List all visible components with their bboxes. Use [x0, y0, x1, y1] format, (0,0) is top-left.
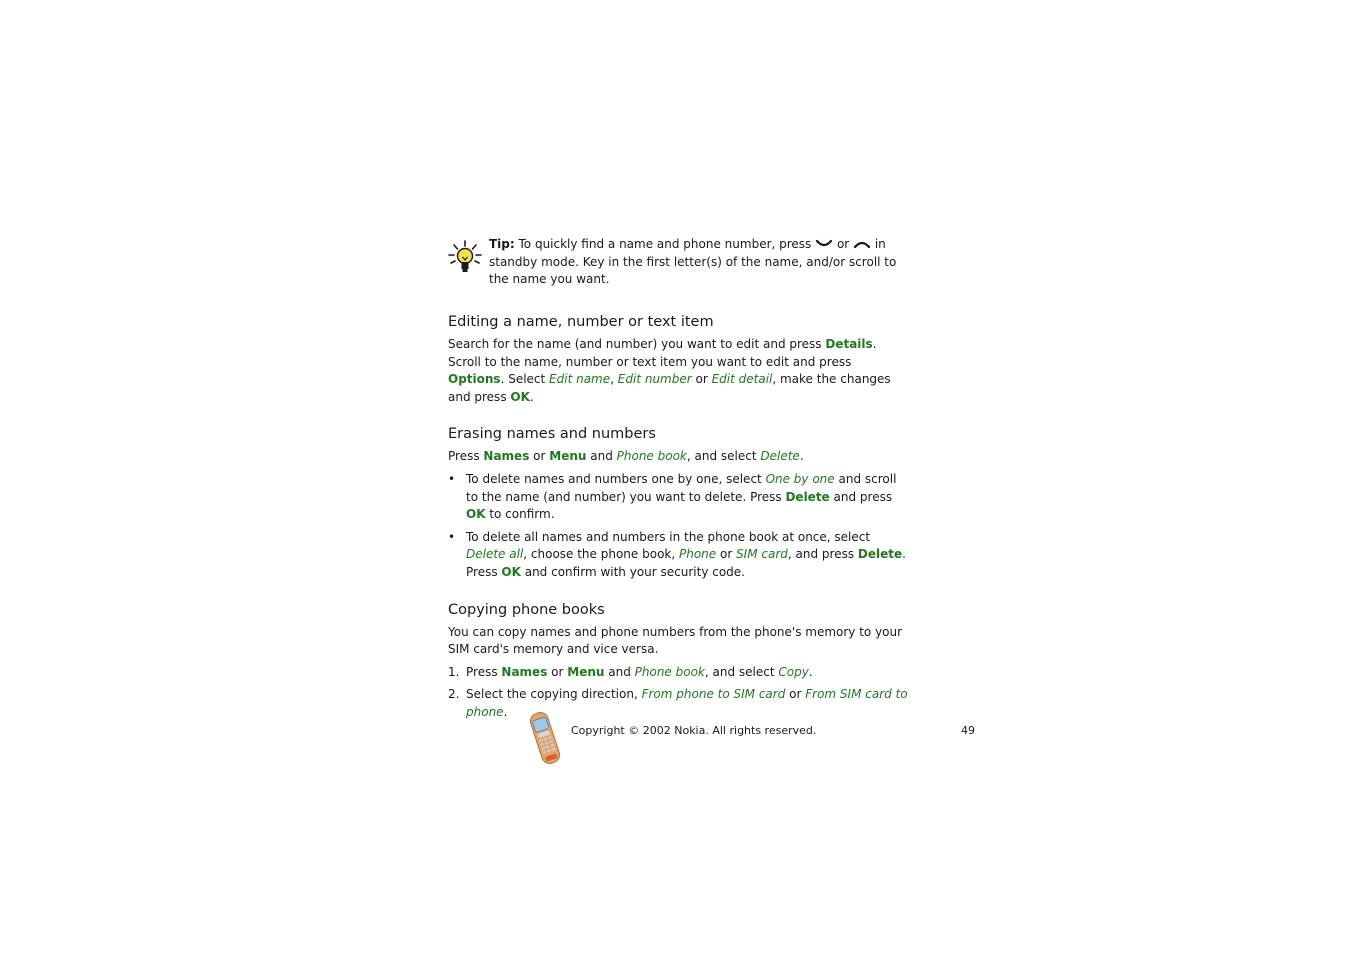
menu-delete-all: Delete all — [466, 547, 524, 562]
text: . — [529, 389, 534, 404]
heading-copying: Copying phone books — [448, 601, 605, 618]
text: . Select — [500, 372, 550, 387]
page-number: 49 — [961, 724, 975, 737]
softkey-options: Options — [448, 372, 501, 387]
menu-phone: Phone — [678, 547, 717, 562]
softkey-delete: Delete — [857, 547, 903, 562]
text: and — [604, 664, 635, 679]
menu-phone-book: Phone book — [634, 664, 705, 679]
text: and press — [829, 489, 893, 504]
menu-edit-number: Edit number — [617, 372, 692, 387]
menu-sim-card: SIM card — [736, 547, 788, 562]
tip-text — [489, 236, 901, 289]
text: to confirm. — [485, 507, 555, 522]
text: Press — [466, 664, 502, 679]
text: . Press — [466, 547, 906, 579]
text: . — [503, 704, 508, 719]
section-copying — [448, 601, 908, 722]
text: To delete all names and numbers in the phone book at once, select — [466, 529, 871, 544]
bullet-mark: • — [448, 471, 456, 486]
section-erasing — [448, 425, 908, 581]
tip-text-part: or — [833, 237, 854, 251]
text: . Scroll to the name, number or text item you want to edit and press — [448, 337, 877, 369]
scroll-up-key-icon — [853, 239, 871, 249]
text: . — [799, 449, 804, 464]
heading-erasing: Erasing names and numbers — [448, 426, 656, 443]
step-number: 2. — [448, 687, 460, 702]
text: , and press — [787, 547, 858, 562]
list-item — [448, 664, 908, 682]
text: Press — [448, 449, 484, 464]
softkey-delete: Delete — [785, 489, 830, 504]
menu-from-phone-to-sim: From phone to SIM card — [641, 687, 786, 702]
bullet-mark: • — [448, 529, 456, 544]
text: or — [547, 664, 568, 679]
tip-text-part: in standby mode. Key in the first letter(s) of the name, and/or scroll to the name you want. — [489, 237, 897, 287]
text: and scroll to the name (and number) you want to delete. Press — [466, 471, 897, 504]
step-number: 1. — [448, 664, 460, 679]
copyright-text: Copyright © 2002 Nokia. All rights reserved. — [571, 724, 817, 737]
text: , make the changes and press — [448, 372, 891, 404]
nokia-phone-image — [527, 710, 563, 766]
list-item — [448, 471, 908, 524]
menu-delete: Delete — [760, 449, 800, 464]
text: and confirm with your security code. — [520, 564, 745, 579]
tip-box — [448, 236, 908, 292]
softkey-menu: Menu — [549, 449, 587, 464]
page-footer — [527, 710, 977, 766]
section-editing — [448, 313, 908, 406]
text: Select the copying direction, — [466, 687, 642, 702]
text: or — [691, 372, 712, 387]
erasing-bullet-list — [448, 471, 908, 582]
text: or — [529, 449, 550, 464]
text: , choose the phone book, — [523, 547, 679, 562]
softkey-names: Names — [501, 664, 548, 679]
tip-text-part: To quickly find a name and phone number, press — [514, 237, 816, 251]
text: , and select — [704, 664, 779, 679]
text: . — [808, 664, 813, 679]
paragraph-copying: You can copy names and phone numbers from the phone's memory to your SIM card's memory and vice versa. — [448, 624, 903, 657]
softkey-details: Details — [825, 337, 873, 351]
text: , and select — [686, 449, 761, 464]
menu-edit-detail: Edit detail — [711, 372, 773, 387]
lightbulb-icon — [448, 240, 482, 274]
menu-copy: Copy — [778, 664, 809, 679]
text: To delete names and numbers one by one, select — [466, 471, 766, 486]
menu-one-by-one: One by one — [765, 471, 835, 486]
softkey-ok: OK — [466, 507, 486, 522]
text: , — [610, 372, 618, 387]
scroll-down-key-icon — [815, 239, 833, 249]
heading-editing: Editing a name, number or text item — [448, 314, 714, 330]
text: or — [716, 547, 737, 562]
paragraph-erasing — [448, 448, 908, 466]
text: Search for the name (and number) you want to edit and press — [448, 337, 826, 351]
tip-label: Tip: — [489, 237, 515, 251]
text: or — [785, 687, 806, 702]
softkey-ok: OK — [510, 389, 530, 404]
menu-phone-book: Phone book — [616, 449, 687, 464]
menu-from-sim-to-phone: From SIM card to phone — [466, 687, 908, 719]
menu-edit-name: Edit name — [549, 372, 611, 387]
softkey-ok: OK — [501, 564, 521, 579]
softkey-names: Names — [483, 449, 530, 464]
list-item — [448, 529, 908, 582]
softkey-menu: Menu — [567, 664, 605, 679]
manual-page-body — [448, 236, 908, 727]
text: and — [586, 449, 617, 464]
paragraph-editing — [448, 336, 908, 406]
